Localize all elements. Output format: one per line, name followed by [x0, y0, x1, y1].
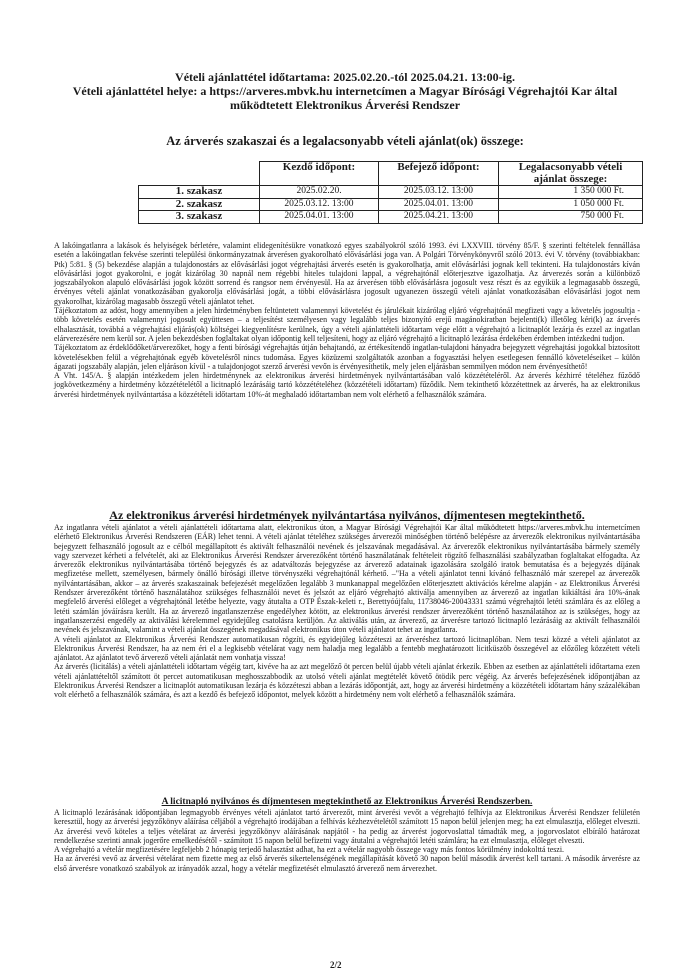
- stages-table: [138, 161, 643, 224]
- stage-min-bid: 750 000 Ft.: [499, 211, 643, 224]
- stage-start: 2025.04.01. 13:00: [260, 211, 379, 224]
- bidding-rules-section: [54, 523, 640, 700]
- paragraph: A lakóingatlanra a lakások és helyiségek bérletére, valamint elidegenítésükre vonatkozó egyes szabályokról szóló 1993. évi LXXVIII. törvény 85/F. § szerinti feltételek fennállása esetén a lakóingatlan fekvése szerinti települési önkormányzatnak árverésen gyakorolható elővásárlási joga van. A Polgári Törvénykönyvről szóló 2013. évi V. törvény (továbbiakban: Ptk) 5:81. § (5) bekezdése alapján a tulajdonostárs az elővásárlási jogot végrehajtási árverés esetén is gyakorolhatja, amit elővásárlási jognak kell tekinteni. Ha tulajdonostárs kíván elővásárlási jogot gyakorolni, e jogát kizárólag 30 napnál nem régebbi hiteles tulajdoni lappal, a végrehajtónál előterjesztve igazolhatja. Az árverezés során a különböző jogszabályokon alapuló elővásárlási jogok között sorrend és rangsor nem érvényesül. Ha az árverésen több elővásárlásra jogosult vesz részt és az egyikük a legmagasabb összegű, érvényes vételi ajánlat vonatkozásában gyakorolja elővásárlási jogát, a többi elővásárlásra jogosult ugyanezen összegű vételi ajánlat vonatkozásában elővásárlási jogot nem gyakorolhat, kizárólag magasabb összegű vételi ajánlatot tehet.: [54, 241, 640, 306]
- stage-end: 2025.04.01. 13:00: [379, 198, 499, 211]
- stage-name: 3. szakasz: [139, 211, 260, 224]
- paragraph: A végrehajtó a vételár megfizetésére legfeljebb 2 hónapig terjedő halasztást adhat, ha ezt a vételár nagyobb összege vagy más fontos körülmény indokolttá teszi.: [54, 845, 565, 855]
- bidding-place-line: Vételi ajánlattétel helye: a https://arveres.mbvk.hu internetcímen a Magyar Bírósági Végrehajtói Kar által: [72, 84, 618, 98]
- stage-end: 2025.03.12. 13:00: [379, 186, 499, 199]
- stage-min-bid: 1 050 000 Ft.: [499, 198, 643, 211]
- stage-end: 2025.04.21. 13:00: [379, 211, 499, 224]
- stages-table-header: [139, 162, 643, 186]
- blank-header-cell: [139, 162, 260, 186]
- table-row: [139, 186, 643, 199]
- stages-title: Az árverés szakaszai és a legalacsonyabb vételi ajánlat(ok) összege:: [166, 134, 524, 148]
- paragraph: Tájékoztatom az érdeklődőket/árverezőket, hogy a fenti bírósági végrehajtás útján behajtandó, az értékesítendő ingatlan-tulajdoni hányadra bejegyzett végrehajtási jogokkal biztosított követelésekben felül a végrehajtónak egyéb követelésről nincs tudomása. Egyes közüzemi szolgáltatók azonban a fogyasztási helyen esetlegesen fennálló követeléseiket – külön ágazati jogszabály alapján, jelen eljáráson kívül - a tulajdonjogot szerző árverési vevőn is érvényesíthetik, mely jelen eljárásban semmilyen módon nem érvényesíthető!: [54, 343, 640, 371]
- paragraph: A Vht. 145/A. § alapján intézkedem jelen hirdetménynek az elektronikus árverési hirdetmények nyilvántartásában való közzétételéről. Az árverés kézhirré tételéhez fűződő jogkövetkezmény a hirdetmény közzétételétől a licitnapló lezárásáig tartó közzétételéhez (közzétételi időtartam) fűződik. Nem tekinthető közzétettnek az árverés, ha az elektronikus árverési hirdetmények nyilvántartása a közzétételi időtartam 10%-át meghaladó időtartamban nem volt elérhető a felhasználók számára.: [54, 371, 640, 399]
- stage-min-bid: 1 350 000 Ft.: [499, 186, 643, 199]
- page-number: 2/2: [330, 960, 342, 970]
- col-min-header: Legalacsonyabb vételi ajánlat összege:: [499, 162, 643, 186]
- bid-log-public-heading: A licitnapló nyilvános és díjmentesen megtekinthető az Elektronikus Árverési Rendszerben.: [161, 797, 533, 807]
- paragraph: Az árverés (licitálás) a vételi ajánlattételi időtartam végéig tart, kivéve ha az azt megelőző öt percen belül újabb vételi ajánlat érkezik. Ebben az esetben az ajánlattételi időtartama ezen vételi ajánlattételtől számított öt percet automatikusan meghosszabbodik az utolsó vételi ajánlat megtételét követő ötödik perc végéig. Az árverés befejezésének időpontjában az Elektronikus Árverési Rendszer a licitnaplót automatikusan lezárja és közzéteszi abban a lezárás időpontját, azt, hogy az árverési hirdetmény a közzétételi időtartam hány százalékában volt elérhető a felhasználók számára, és azt a kezdő és befejező időpontot, melyek között a hirdetmény nem volt elérhető a felhasználók számára.: [54, 662, 640, 700]
- stage-start: 2025.03.12. 13:00: [260, 198, 379, 211]
- stage-name: 1. szakasz: [139, 186, 260, 199]
- table-row: [139, 211, 643, 224]
- preemption-and-notice-section: [54, 241, 640, 399]
- paragraph: A vételi ajánlatot az Elektronikus Árverési Rendszer automatikusan rögzíti, és egyidejűleg közzéteszi az árveréshez tartozó licitnaplóban. Nem teszi közzé a vételi ajánlatot az Elektronikus Árverési Rendszer, ha az nem éri el a legkisebb vételárat vagy nem haladja meg legalább a fentebb meghatározott licitküszöb összegével az előzőleg közzétett vételi ajánlatot. Az ajánlatot tevő árverező vételi ajánlatát nem vonhatja vissza!: [54, 634, 640, 663]
- paragraph: Ha az árverési vevő az árverési vételárat nem fizette meg az első árverés sikertelenségének megállapítását követő 30 napon belül második árverést kell tartani. A második árverésre az első árverésre vonatkozó szabályok az irányadók azzal, hogy a vételár megfizetését elmulasztó árverező nem árverezhet.: [54, 854, 640, 873]
- stage-name: 2. szakasz: [139, 198, 260, 211]
- stage-start: 2025.02.20.: [260, 186, 379, 199]
- col-start-header: Kezdő időpont:: [260, 162, 379, 186]
- registry-public-heading: Az elektronikus árverési hirdetmények nyilvántartása nyilvános, díjmentesen megtekinthető.: [109, 508, 585, 522]
- paragraph: Az ingatlanra vételi ajánlatot a vételi ajánlattételi időtartama alatt, elektronikus úton, a Magyar Bírósági Végrehajtói Kar által működtetett https://arveres.mbvk.hu internetcímen elérhető Elektronikus Árverési Rendszeren (EÁR) lehet tenni. A vételi ajánlat tételéhez szükséges árverezői minőségben történő belépésre az árverezők elektronikus nyilvántartásába bejegyzett felhasználó jogosult az e célból megállapított és aktivált felhasználói nevének és jelszavának megadásával. Az árverezők elektronikus nyilvántartásába bármely személy vagy szervezet kérheti a felvételét, aki az Elektronikus Árverési Rendszer árverezőként történő használatának feltételeit rögzítő felhasználási szabályzatban foglaltakat elfogadta. Az árverezők elektronikus nyilvántartásába történő bejegyzés és az adatváltozás bejegyzése az árverező adatainak igazolására szolgáló iratok bemutatása és a bejegyzés díjának megfizetése mellett, személyesen, bármely önálló bírósági illetve törvényszéki végrehajtónál kérhető. –"Ha a vételi ajánlatot tenni kívánó felhasználó már szerepel az árverezők nyilvántartásában, akkor – az árverés szakaszainak befejezését megelőzően legalább 3 munkanappal megelőzően előterjesztett aktivációs kérelme alapján - az Elektronikus Árverési Rendszer árverezőként történő használatához szükséges felhasználói nevet és jelszót az eljáró végrehajtó aktiválja amennyiben az árverező az ingatlan kikiáltási ára 10%-ának megfelelő árverési előleget a végrehajtónál letétbe helyezte, vagy átutalta a OTP Észak-keleti r., Berettyóújfalu, 11738046-20043331 számú végrehajtói letéti számlára és az előleg a letéti számlán jóváírásra került. Ha az árverező ingatlanszerzése engedélyhez kötött, az elektronikus árverési rendszer árverezőként történő használatához az is szükséges, hogy az ingatlanszerzési engedély az aktiválási kérelemmel egyidejűleg csatolásra kerüljön. Az aktiválás után, az árverező, az árverésre tartozó licitnapló lezárásáig az aktivált felhasználói nevének és jelszavának, valamint a vételi ajánlat összegének megadásával elektronikus úton vételi ajánlatot tehet az ingatlanra.: [54, 523, 640, 635]
- bidding-place-line-2: működtetett Elektronikus Árverési Rendszer: [229, 98, 461, 112]
- table-row: [139, 198, 643, 211]
- bidding-period-line: Vételi ajánlattétel időtartama: 2025.02.20.-tól 2025.04.21. 13:00-ig.: [175, 70, 515, 84]
- col-end-header: Befejező időpont:: [379, 162, 499, 186]
- paragraph: A licitnapló lezárásának időpontjában legmagyobb érvényes vételi ajánlatot tartó árverezőt, mint árverési vevőt a végrehajtó felhívja az Elektronikus Árverési Rendszer felületén keresztül, hogy az árverési jegyzőkönyv aláírása céljából a végrehajtó irodájában a felhívás kézhezvételétől számított 15 napon belül jelenjen meg; ha ezt elmulasztja, előleget elveszti. Az árverési vevő köteles a teljes vételárat az árverési jegyzőkönyv aláírásának napjától - ha pedig az árverést jogorvoslattal támadták meg, a jogorvoslatot elbíráló határozat rendelkezése szerinti annak jogerőre emelkedésétől - számított 15 napon belül befizetni vagy átutalni a végrehajtói letéti számlára; ha ezt elmulasztja, előleget elveszti.: [54, 808, 640, 845]
- paragraph: Tájékoztatom az adóst, hogy amennyiben a jelen hirdetményben feltüntetett valamennyi követelést és járulékait kizárólag eljáró végrehajtónál megfizeti vagy a követelés jogosultja - több követelés esetén valamennyi jogosult együttesen – a teljesítést személyesen vagy legalább teljes bizonyító erejű magánokiratban bejelenti(k) illetőleg kéri(k) az árverés elhalasztását, továbbá a végrehajtási eljárás(ok) költségei kiegyenlítésre kerülnek, úgy a vételi ajánlattételi időtartam vége előtt a végrehajtó a licitnaplót lezárja és ezzel az ingatlan elárverezésére nem kerül sor. A jelen bekezdésben foglaltakat olyan időpontig kell teljesíteni, hogy az eljáró végrehajtó a licitnapló lezárása érdekében érdemben intézkedni tudjon.: [54, 306, 640, 343]
- payment-rules-section: [54, 808, 640, 873]
